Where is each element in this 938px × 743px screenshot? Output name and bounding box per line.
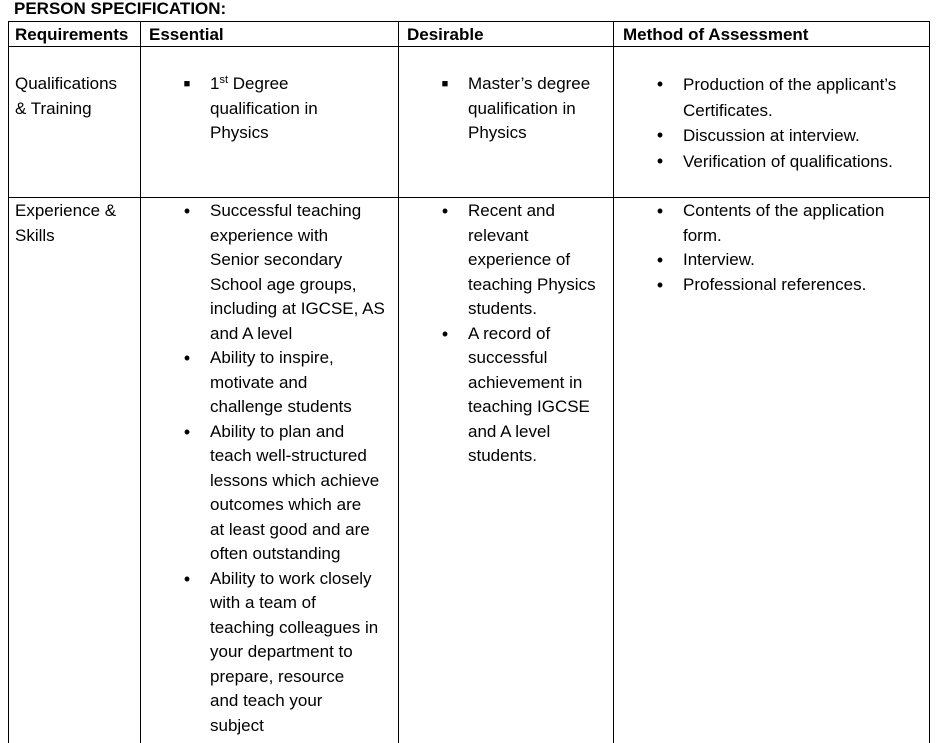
page-title: PERSON SPECIFICATION: (14, 0, 227, 18)
list-item-line (210, 72, 398, 97)
list-item-line: motivate and (210, 372, 308, 392)
header-desirable: Desirable (407, 25, 484, 44)
list-item-line: challenge students (210, 397, 352, 416)
round-bullet-icon: • (656, 125, 664, 145)
round-bullet-icon: • (183, 201, 191, 221)
degree-text: Degree (228, 74, 289, 93)
list-item (140, 567, 398, 739)
list-item-line: often outstanding (210, 544, 341, 563)
list-item-line: achievement in (468, 372, 583, 392)
qualifications-method-list (613, 72, 929, 174)
row-label-line: Qualifications (15, 74, 118, 93)
list-item-line: outcomes which are (210, 495, 362, 514)
square-bullet-icon: ■ (441, 78, 449, 90)
list-item-line: Physics (210, 123, 269, 142)
list-item-line: Physics (468, 123, 527, 142)
col-border-left (8, 21, 9, 743)
col-border-right (929, 21, 930, 743)
qualifications-desirable-list (398, 72, 613, 146)
list-item (140, 346, 398, 420)
list-item-line: students. (468, 446, 537, 465)
list-item-line: Production of the applicant’s (683, 75, 897, 94)
list-item (398, 199, 613, 322)
list-item-line: qualification in (468, 98, 576, 118)
row-divider (8, 197, 930, 198)
round-bullet-icon: • (183, 421, 191, 442)
list-item-line: A record of (468, 323, 551, 343)
round-bullet-icon: • (441, 323, 449, 344)
list-item-line: including at IGCSE, AS (210, 299, 385, 318)
round-bullet-icon: • (656, 274, 664, 295)
ordinal-suffix: st (219, 74, 229, 86)
experience-essential-list (140, 199, 398, 738)
list-item (613, 273, 929, 298)
list-item-line: Professional references. (683, 274, 867, 294)
round-bullet-icon: • (183, 348, 191, 368)
list-item (140, 72, 398, 146)
list-item-line: Ability to inspire, (210, 348, 334, 367)
row-label-line: Experience & (15, 201, 117, 220)
round-bullet-icon: • (656, 201, 664, 221)
header-requirements: Requirements (15, 25, 129, 44)
list-item (613, 72, 929, 123)
list-item-line: students. (468, 299, 537, 318)
list-item-line: Certificates. (683, 100, 773, 120)
list-item-line: teach well-structured (210, 446, 367, 465)
list-item-line: and A level (210, 323, 293, 343)
round-bullet-icon: • (656, 250, 664, 270)
list-item (398, 72, 613, 146)
list-item-line: experience of (468, 250, 571, 269)
list-item (613, 149, 929, 175)
list-item-line: teaching Physics (468, 274, 596, 294)
list-item-line: lessons which achieve (210, 470, 380, 490)
list-item-line: and A level (468, 421, 551, 441)
header-method: Method of Assessment (623, 25, 809, 44)
list-item-line: successful (468, 348, 548, 367)
round-bullet-icon: • (656, 150, 664, 171)
list-item (613, 123, 929, 149)
round-bullet-icon: • (656, 74, 664, 94)
list-item-line: and teach your (210, 691, 323, 710)
list-item-line: relevant (468, 225, 529, 245)
list-item-line: experience with (210, 225, 329, 245)
list-item (613, 248, 929, 273)
degree-ordinal: 1 (210, 74, 220, 93)
list-item-line: Senior secondary (210, 250, 343, 269)
list-item-line: Ability to work closely (210, 568, 372, 588)
list-item (398, 322, 613, 469)
list-item-line: qualification in (210, 98, 318, 118)
row-label-line: Skills (15, 225, 55, 245)
list-item-line: Recent and (468, 201, 555, 220)
list-item-line: Ability to plan and (210, 421, 345, 441)
qualifications-essential-list (140, 72, 398, 146)
list-item-line: subject (210, 715, 264, 735)
table-border-top (8, 21, 930, 22)
list-item (140, 199, 398, 346)
list-item-line: form. (683, 225, 722, 245)
list-item-line: teaching colleagues in (210, 617, 379, 637)
header-divider (8, 46, 930, 47)
list-item-line: Contents of the application (683, 201, 885, 220)
list-item-line: prepare, resource (210, 666, 345, 686)
list-item-line: Master’s degree (468, 74, 591, 93)
list-item-line: Discussion at interview. (683, 126, 860, 145)
list-item (140, 420, 398, 567)
row-label-line: & Training (15, 98, 92, 118)
list-item-line: Successful teaching (210, 201, 362, 220)
list-item-line: at least good and are (210, 519, 370, 539)
list-item (613, 199, 929, 248)
row-label-qualifications (15, 72, 117, 121)
list-item-line: Verification of qualifications. (683, 151, 893, 171)
experience-desirable-list (398, 199, 613, 469)
list-item-line: School age groups, (210, 274, 357, 294)
header-essential: Essential (149, 25, 224, 44)
list-item-line: with a team of (210, 593, 316, 612)
round-bullet-icon: • (183, 568, 191, 589)
experience-method-list (613, 199, 929, 297)
square-bullet-icon: ■ (183, 78, 191, 90)
list-item-line: Interview. (683, 250, 755, 269)
round-bullet-icon: • (441, 201, 449, 221)
list-item-line: your department to (210, 642, 353, 661)
list-item-line: teaching IGCSE (468, 397, 590, 416)
row-label-experience (15, 199, 116, 248)
